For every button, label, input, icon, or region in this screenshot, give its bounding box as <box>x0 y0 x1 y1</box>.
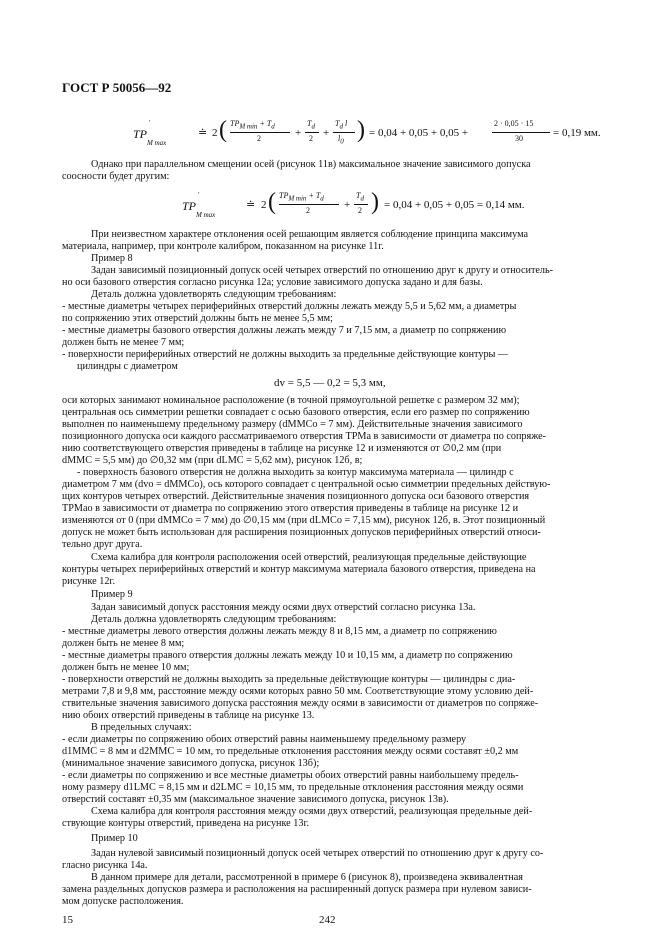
text-line: ному размеру d1LMC = 8,15 мм и d2LMC = 10,15 мм, то предельные отклонения расстояния между осями <box>62 782 524 793</box>
text-line: гласно рисунка 14а. <box>62 860 148 871</box>
text-line: - поверхности отверстий не должны выходить за предельные действующие контуры — цилиндры с диа- <box>62 674 516 685</box>
text-line: контуры четырех периферийных отверстий и контур максимума материала базового отверстия, приведена на <box>62 564 536 575</box>
text-line: цилиндры с диаметром <box>77 361 178 372</box>
text-line: Задан зависимый допуск расстояния между осями двух отверстий согласно рисунка 13а. <box>91 602 476 613</box>
text-line: ствительные значения зависимого допуска расстояния между осями в зависимости от диаметров по сопряже- <box>62 698 539 709</box>
text-line: должен быть не менее 7 мм; <box>62 337 185 348</box>
text-line: должен быть не менее 8 мм; <box>62 638 185 649</box>
text-line: При неизвестном характере отклонения осей решающим является соблюдение принципа максимума <box>91 229 528 240</box>
text-line: щих контуров четырех отверстий. Действительные значения позиционного допуска оси базового отверстия <box>62 491 530 502</box>
text-line: Деталь должна удовлетворять следующим требованиям: <box>91 289 337 300</box>
formula-1: $TP_{M max}$ ′ ≐ 2 ( $TP_{M min} + T_d$ 2 + $T_d$ 2 + $T_d$ l $l_0$ ) = 0,04 + 0,05 + 0,05 + 2 · 0,05 · 15 30 = 0,19 мм. <box>133 117 601 148</box>
formula-2: $TP_{M max}$ ′ ≐ 2 ( $TP_{M min} + T_d$ 2 + $T_d$ 2 ) = 0,04 + 0,05 + 0,05 = 0,14 мм. <box>182 189 525 220</box>
text-line: допуск не может быть использован для расширения позиционных допусков периферийных отверстий относи- <box>62 527 541 538</box>
text-line: выполнен по наименьшему предельному размеру (dMMCo = 7 мм). Действительные значения зависимого <box>62 419 523 430</box>
text-line: - местные диаметры базового отверстия должны лежать между 7 и 7,15 мм, а диаметр по сопряжению <box>62 325 507 336</box>
text-line: должен быть не менее 10 мм; <box>62 662 190 673</box>
document-header: ГОСТ Р 50056—92 <box>62 80 172 95</box>
text-line: мом допуске расположения. <box>62 896 184 907</box>
text-line: Схема калибра для контроля расстояния между осями двух отверстий, реализующая предельные дей- <box>91 806 533 817</box>
text-line: но оси базового отверстия согласно рисунка 12а; условие зависимого допуска задано и для базы. <box>62 277 483 288</box>
text-line: ствующие контуры отверстий, приведена на рисунке 13г. <box>62 818 310 829</box>
text-line: В данном примере для детали, рассмотренной в примере 6 (рисунок 8), произведена эквивалентная <box>91 872 523 883</box>
text-line: диаметром 7 мм (dvo = dMMCo), ось которого совпадает с центральной осью симметрии предельных действую- <box>62 479 551 490</box>
text-line: соосности будет другим: <box>62 171 170 182</box>
text-line: Однако при параллельном смещении осей (рисунок 11в) максимальное значение зависимого допуска <box>91 159 531 170</box>
text-line: тельно друг друга. <box>62 539 143 550</box>
text-line: - поверхности периферийных отверстий не должны выходить за предельные действующие контуры — <box>62 349 509 360</box>
text-line: TPMao в зависимости от диаметра по сопряжению этого отверстия приведены в таблице на рисунке 12 и <box>62 503 519 514</box>
text-line: - если диаметры по сопряжению обоих отверстий равны наименьшему предельному размеру <box>62 734 467 745</box>
text-line: метрами 7,8 и 9,8 мм, расстояние между осями которых равно 50 мм. Соответствующие этому условию дей- <box>62 686 534 697</box>
text-line: рисунке 12г. <box>62 576 116 587</box>
text-line: Схема калибра для контроля расположения осей отверстий, реализующая предельные действующие <box>91 552 527 563</box>
text-line: dMMC = 5,5 мм) до ∅0,32 мм (при dLMC = 5,62 мм), рисунок 12б, в; <box>62 455 363 466</box>
text-line: позиционного допуска оси каждого рассматриваемого отверстия TPMa в зависимости от диаметра по сопряже- <box>62 431 547 442</box>
text-line: материала, например, при контроле калибром, показанном на рисунке 11г. <box>62 241 384 252</box>
text-line: нию соответствующего отверстия приведены в таблице на рисунке 12 и изменяются от ∅0,2 мм (при <box>62 443 502 454</box>
text-line: В предельных случаях: <box>91 722 192 733</box>
text-line: отверстий составят ±0,35 мм (максимальное значение зависимого допуска, рисунок 13в). <box>62 794 449 805</box>
text-line: оси которых занимают номинальное расположение (в точной прямоугольной решетке с размером 32 мм); <box>62 395 520 406</box>
text-line: Пример 8 <box>91 253 133 264</box>
text-line: изменяются от 0 (при dMMCo = 7 мм) до ∅0,15 мм (при dLMCo = 7,15 мм), рисунок 12б, в. Этот позиционный <box>62 515 546 526</box>
text-line: нию обоих отверстий приведены в таблице на рисунке 13. <box>62 710 315 721</box>
text-line: - местные диаметры четырех периферийных отверстий должны лежать между 5,5 и 5,62 мм, а диаметры <box>62 301 517 312</box>
page-number-left: 15 <box>62 914 73 926</box>
text-line: (минимальное значение зависимого допуска, рисунок 13б); <box>62 758 320 769</box>
page-number-center: 242 <box>319 914 336 926</box>
formula-3: dv = 5,5 — 0,2 = 5,3 мм, <box>274 377 386 389</box>
text-line: - местные диаметры правого отверстия должны лежать между 10 и 10,15 мм, а диаметр по сопряжению <box>62 650 513 661</box>
text-line: Деталь должна удовлетворять следующим требованиям: <box>91 614 337 625</box>
text-line: - местные диаметры левого отверстия должны лежать между 8 и 8,15 мм, а диаметр по сопряжению <box>62 626 497 637</box>
text-line: Задан зависимый позиционный допуск осей четырех отверстий по отношению друг к другу и относитель- <box>91 265 554 276</box>
text-line: Пример 10 <box>91 833 138 844</box>
text-line: Пример 9 <box>91 589 133 600</box>
text-line: - если диаметры по сопряжению и все местные диаметры обоих отверстий равны наибольшему предель- <box>62 770 519 781</box>
text-line: - поверхность базового отверстия не должна выходить за контур максимума материала — цилиндр с <box>77 467 514 478</box>
text-line: d1MMC = 8 мм и d2MMC = 10 мм, то предельные отклонения расстояния между осями составят ±0,2 мм <box>62 746 519 757</box>
text-line: по сопряжению этих отверстий должны быть не менее 5,5 мм; <box>62 313 333 324</box>
text-line: замена раздельных допусков размера и расположения на расширенный допуск размера при нулевом зависи- <box>62 884 532 895</box>
text-line: Задан нулевой зависимый позиционный допуск осей четырех отверстий по отношению друг к другу со- <box>91 848 544 859</box>
text-line: центральная ось симметрии решетки совпадает с осью базового отверстия, если его размер по сопряжению <box>62 407 530 418</box>
